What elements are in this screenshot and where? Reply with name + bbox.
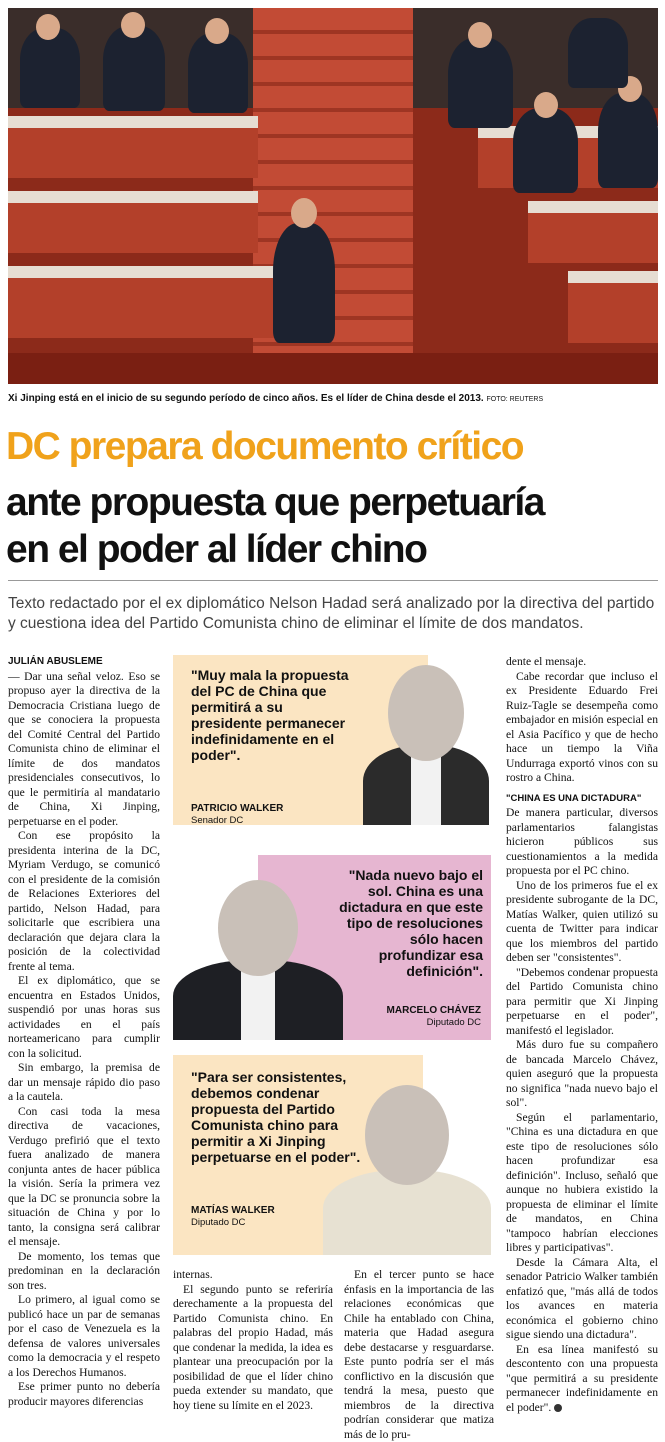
paragraph: Sin embargo, la premisa de dar un mensaje rápido dio paso a la cautela. bbox=[8, 1061, 160, 1103]
photo-caption bbox=[8, 393, 658, 404]
subheading: "CHINA ES UNA DICTADURA" bbox=[506, 792, 642, 804]
quote-text: "Para ser consistentes, debemos condenar propuesta del Partido Comunista chino para permitir a Xi Jinping perpetuarse en el poder". bbox=[191, 1069, 361, 1165]
headline-line-3: en el poder al líder chino bbox=[6, 528, 427, 571]
quote-text: "Muy mala la propuesta del PC de China que permitirá a su presidente permanecer indefinidamente en el poder". bbox=[191, 667, 349, 763]
quote-name: MATÍAS WALKER bbox=[191, 1205, 275, 1216]
paragraph: dente el mensaje. bbox=[506, 655, 587, 668]
portrait-photo bbox=[363, 665, 489, 825]
paragraph: Ese primer punto no debería producir mayores diferencias bbox=[8, 1380, 160, 1408]
paragraph: Según el parlamentario, "China es una dictadura en que este tipo de resoluciones sólo hacen profundizar esa definición". Incluso, señaló que aunque no hubiera existido la propuesta de eliminar el límite de mandatos, en China "tampoco habrían elecciones libres y participativas". bbox=[506, 1110, 658, 1254]
body-column-2 bbox=[173, 1268, 333, 1413]
paragraph: De momento, los temas que predominan en la declaración son tres. bbox=[8, 1249, 160, 1292]
body-column-4 bbox=[506, 655, 658, 1415]
portrait-photo bbox=[323, 1085, 491, 1255]
quote-box-2 bbox=[173, 855, 491, 1040]
paragraph: El segundo punto se referiría derechamente a la propuesta del Partido Comunista chino. En palabras del propio Hadad, más que condenar la medida, la idea es plantear una preocupación por la posibilidad de que el líder chino pueda extender su mandato, que hoy tiene su límite en el 2023. bbox=[173, 1282, 333, 1412]
quote-role: Diputado DC bbox=[191, 1217, 246, 1228]
news-photo bbox=[8, 8, 658, 384]
body-column-3 bbox=[344, 1268, 494, 1442]
paragraph-text: En esa línea manifestó su descontento con una propuesta "que permitirá a su presidente permanecer indefinidamente en el poder". bbox=[506, 1342, 658, 1414]
paragraph: Cabe recordar que incluso el ex Presidente Eduardo Frei Ruiz-Tagle se desempeña como embajador en misión especial en el Asia Pacífico y que de hecho hace un tiempo la Viña Undurraga exportó vinos con su rostro a China. bbox=[506, 669, 658, 784]
paragraph: Desde la Cámara Alta, el senador Patricio Walker también enfatizó que, "más allá de todos los avances en materia económica el gobierno chino sigue siendo una dictadura". bbox=[506, 1255, 658, 1341]
last-paragraph bbox=[506, 1343, 658, 1416]
quote-text: "Nada nuevo bajo el sol. China es una dictadura en que este tipo de resoluciones sólo hacen profundizar esa definición". bbox=[339, 867, 483, 979]
headline-line-2: ante propuesta que perpetuaría bbox=[6, 481, 544, 524]
quote-role: Senador DC bbox=[191, 815, 244, 826]
quote-box-3 bbox=[173, 1055, 491, 1255]
paragraph: De manera particular, diversos parlamentarios falangistas hicieron públicos sus cuestionamientos a la medida propuesta por el PC chino. bbox=[506, 806, 658, 877]
body-column-1 bbox=[8, 655, 160, 1409]
caption-text: Xi Jinping está en el inicio de su segundo período de cinco años. Es el líder de China desde el 2013. bbox=[8, 393, 484, 404]
paragraph: El ex diplomático, que se encuentra en Estados Unidos, suspendió por unas horas sus actividades en el país norteamericano para cumplir con la solicitud. bbox=[8, 974, 160, 1060]
headline-line-1: DC prepara documento crítico bbox=[6, 425, 524, 468]
deck: Texto redactado por el ex diplomático Nelson Hadad será analizado por la directiva del partido y cuestiona idea del Partido Comunista chino de eliminar el límite de dos mandatos. bbox=[8, 595, 655, 632]
paragraph: En el tercer punto se hace énfasis en la importancia de las relaciones económicas que Chile ha entablado con China, materia que Hadad asegura debe destacarse y resguardarse. Este punto podría ser el más conflictivo en la discusión que tendrá la mesa, puesto que miembros de la directiva podrían considerar que matiza más de lo pru- bbox=[344, 1268, 494, 1441]
byline: JULIÁN ABUSLEME bbox=[8, 656, 103, 667]
paragraph: Con ese propósito la presidenta interina de la DC, Myriam Verdugo, se comunicó con el presidente de la comisión de Relaciones Exteriores del partido, Nelson Hadad, para solicitarle que escribiera una declaración que dejara clara la posición de la colectividad frente al tema. bbox=[8, 829, 160, 973]
paragraph: — Dar una señal veloz. Eso se propuso ayer la directiva de la Democracia Cristiana luego de que se conociera la propuesta del Comité Central del Partido Comunista chino de eliminar el límite de dos mandatos presidenciales consecutivos, lo que le permitiría al mandatario de China, Xi Jinping, perpetuarse en el poder. bbox=[8, 669, 160, 828]
paragraph: Más duro fue su compañero de bancada Marcelo Chávez, quien aseguró que la propuesta no significa "nada nuevo bajo el sol". bbox=[506, 1038, 658, 1109]
quote-role: Diputado DC bbox=[426, 1017, 481, 1028]
paragraph: internas. bbox=[173, 1268, 213, 1281]
quote-name: MARCELO CHÁVEZ bbox=[386, 1005, 481, 1016]
quote-name: PATRICIO WALKER bbox=[191, 803, 284, 814]
portrait-photo bbox=[173, 880, 343, 1040]
paragraph: Lo primero, al igual como se publicó hace un par de semanas por el caso de Venezuela es la defensa de valores universales como la democracia y el respeto a los Derechos Humanos. bbox=[8, 1293, 160, 1379]
quote-box-1 bbox=[173, 655, 489, 825]
photo-credit: FOTO: REUTERS bbox=[486, 396, 544, 403]
paragraph: Uno de los primeros fue el ex presidente subrogante de la DC, Matías Walker, quien utilizó su cuenta de Twitter para indicar que los miembros del partido deben ser "consistentes". bbox=[506, 878, 658, 964]
end-mark-icon bbox=[554, 1404, 562, 1412]
headline-divider bbox=[8, 580, 658, 581]
paragraph: Con casi toda la mesa directiva de vacaciones, Verdugo prefirió que el texto fuera analizado de manera conjunta antes de hacer pública la visión. Sería la primera vez que la DC se pronuncia sobre la situación de China y por lo tanto, la consigna será calibrar el mensaje. bbox=[8, 1104, 160, 1248]
paragraph: "Debemos condenar propuesta del Partido Comunista chino para permitir que Xi Jinping perpetuarse en el poder", manifestó el legislador. bbox=[506, 965, 658, 1037]
